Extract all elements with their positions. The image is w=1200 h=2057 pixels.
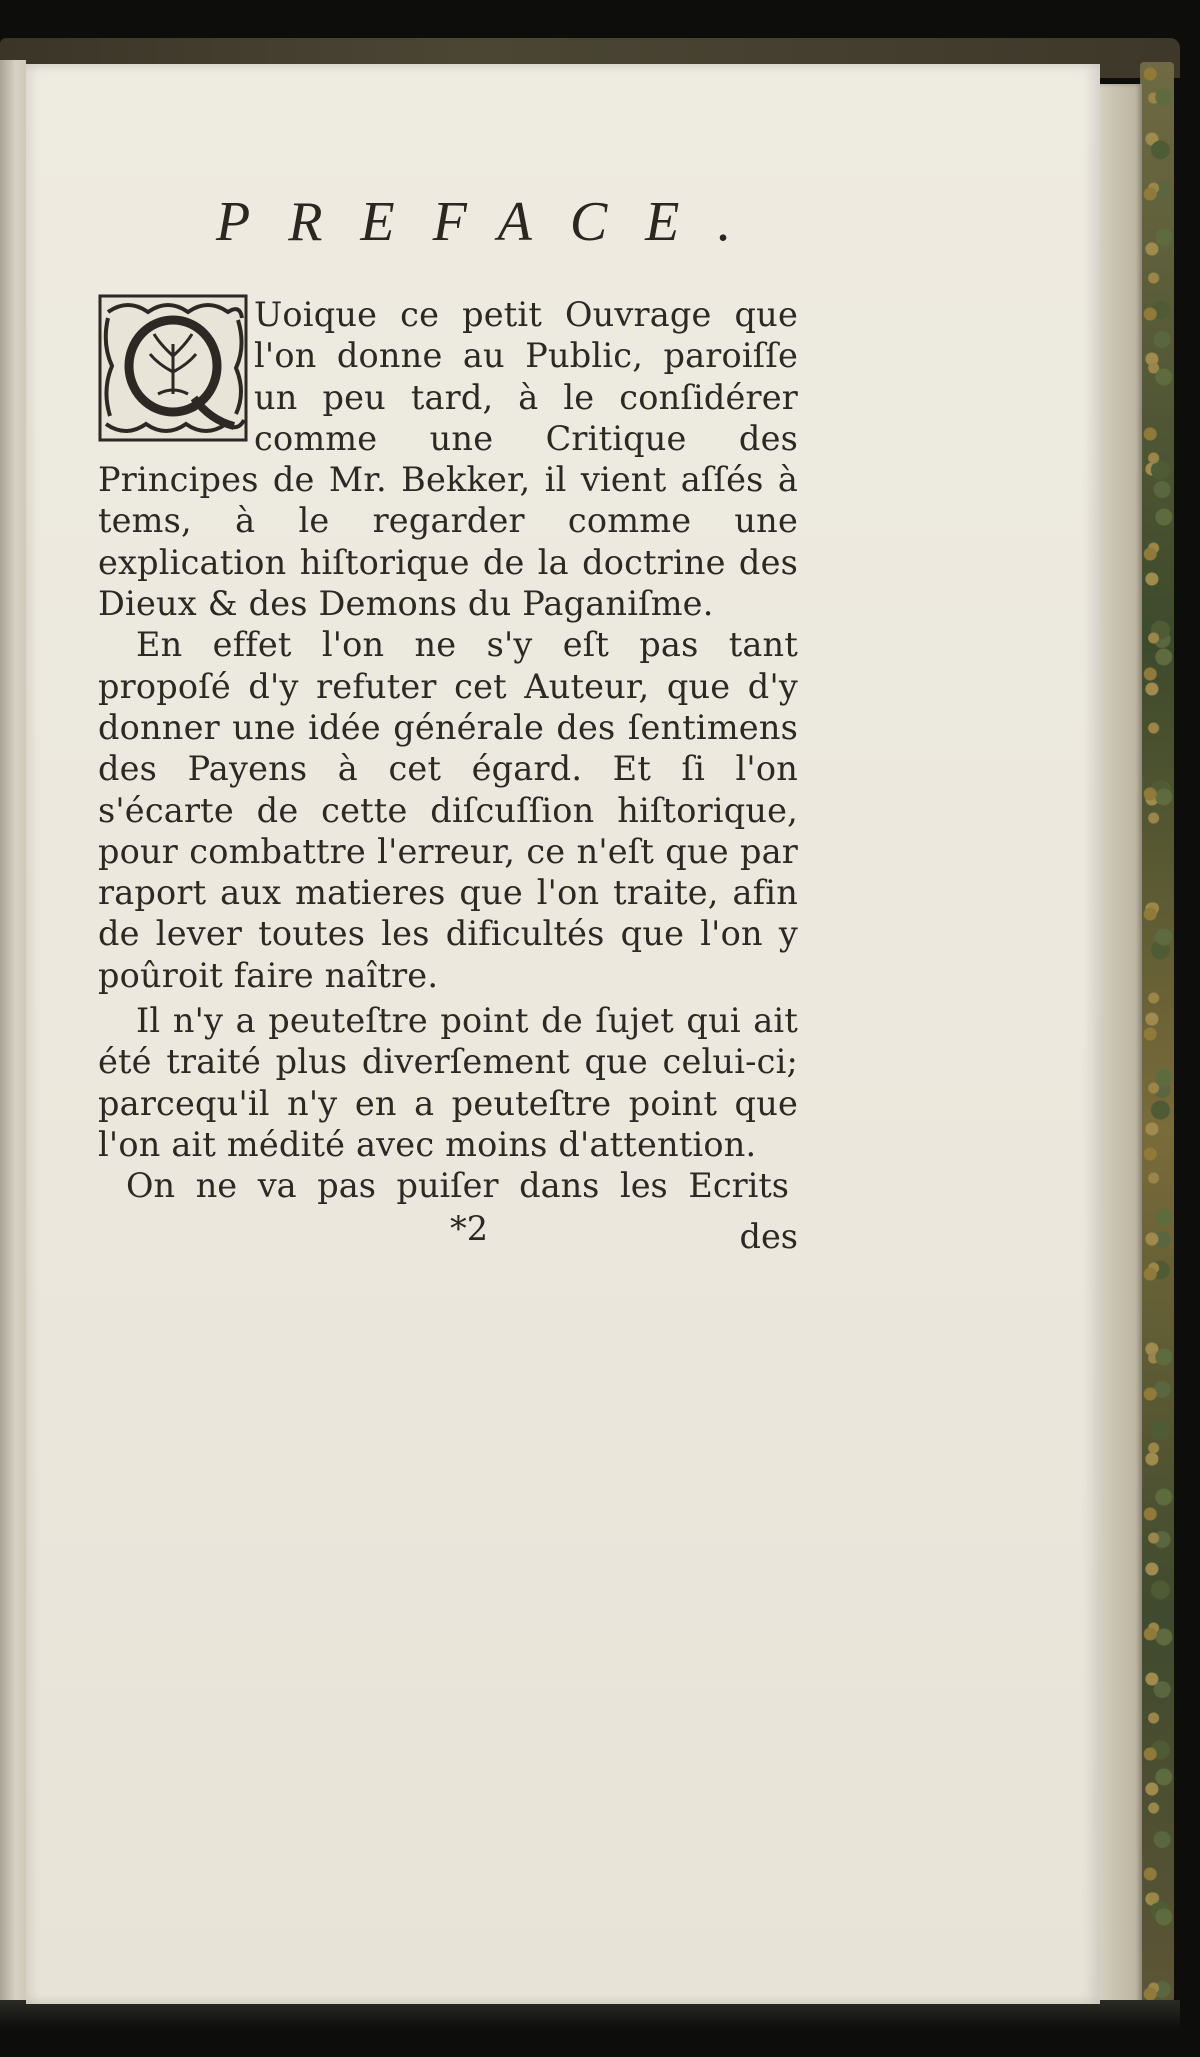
bottom-shadow [0, 2000, 1180, 2030]
paragraph-2: En effet l'on ne s'y eſt pas tant propoſé d'y refuter cet Auteur, que d'y donner une idée générale des ſentimens des Payens à cet égard. Et ſi l'on s'écarte de cette diſcuſſion hiſtorique, pour combattre l'erreur, ce n'eſt que par raport aux matieres que l'on traite, afin de lever toutes les dificultés que l'on y poûroit faire naître. [98, 625, 798, 995]
paragraph-3: Il n'y a peuteſtre point de ſujet qui ait été traité plus diverſement que celui-ci; parcequ'il n'y en a peuteſtre point que l'on ait médité avec moins d'attention. [98, 1001, 798, 1164]
paragraph-4-first-line: On ne va pas puiſer dans les Ecrits [126, 1166, 789, 1206]
page-heading: PREFACE. [216, 191, 770, 253]
paragraph-1: Uoique ce petit Ouvrage que l'on donne au Public, paroiſſe un peu tard, à le conſidérer comme une Critique des Principes de Mr. Bekker, il vient aſſés à tems, à le regarder comme une explication hiſtorique de la doctrine des Dieux & des Demons du Paganiſme. [98, 295, 798, 624]
ornamental-initial-q [98, 294, 248, 442]
catchword: des [739, 1216, 798, 1256]
page-footer [98, 1209, 798, 1255]
book-page [26, 64, 1100, 2004]
marbled-board-edge [1140, 62, 1174, 2002]
gutter-edge [0, 60, 26, 2010]
signature-mark: *2 [450, 1208, 489, 1248]
page-block-edge [1096, 84, 1142, 2004]
page-text-block [98, 191, 798, 1256]
first-paragraph-wrap [98, 294, 798, 624]
